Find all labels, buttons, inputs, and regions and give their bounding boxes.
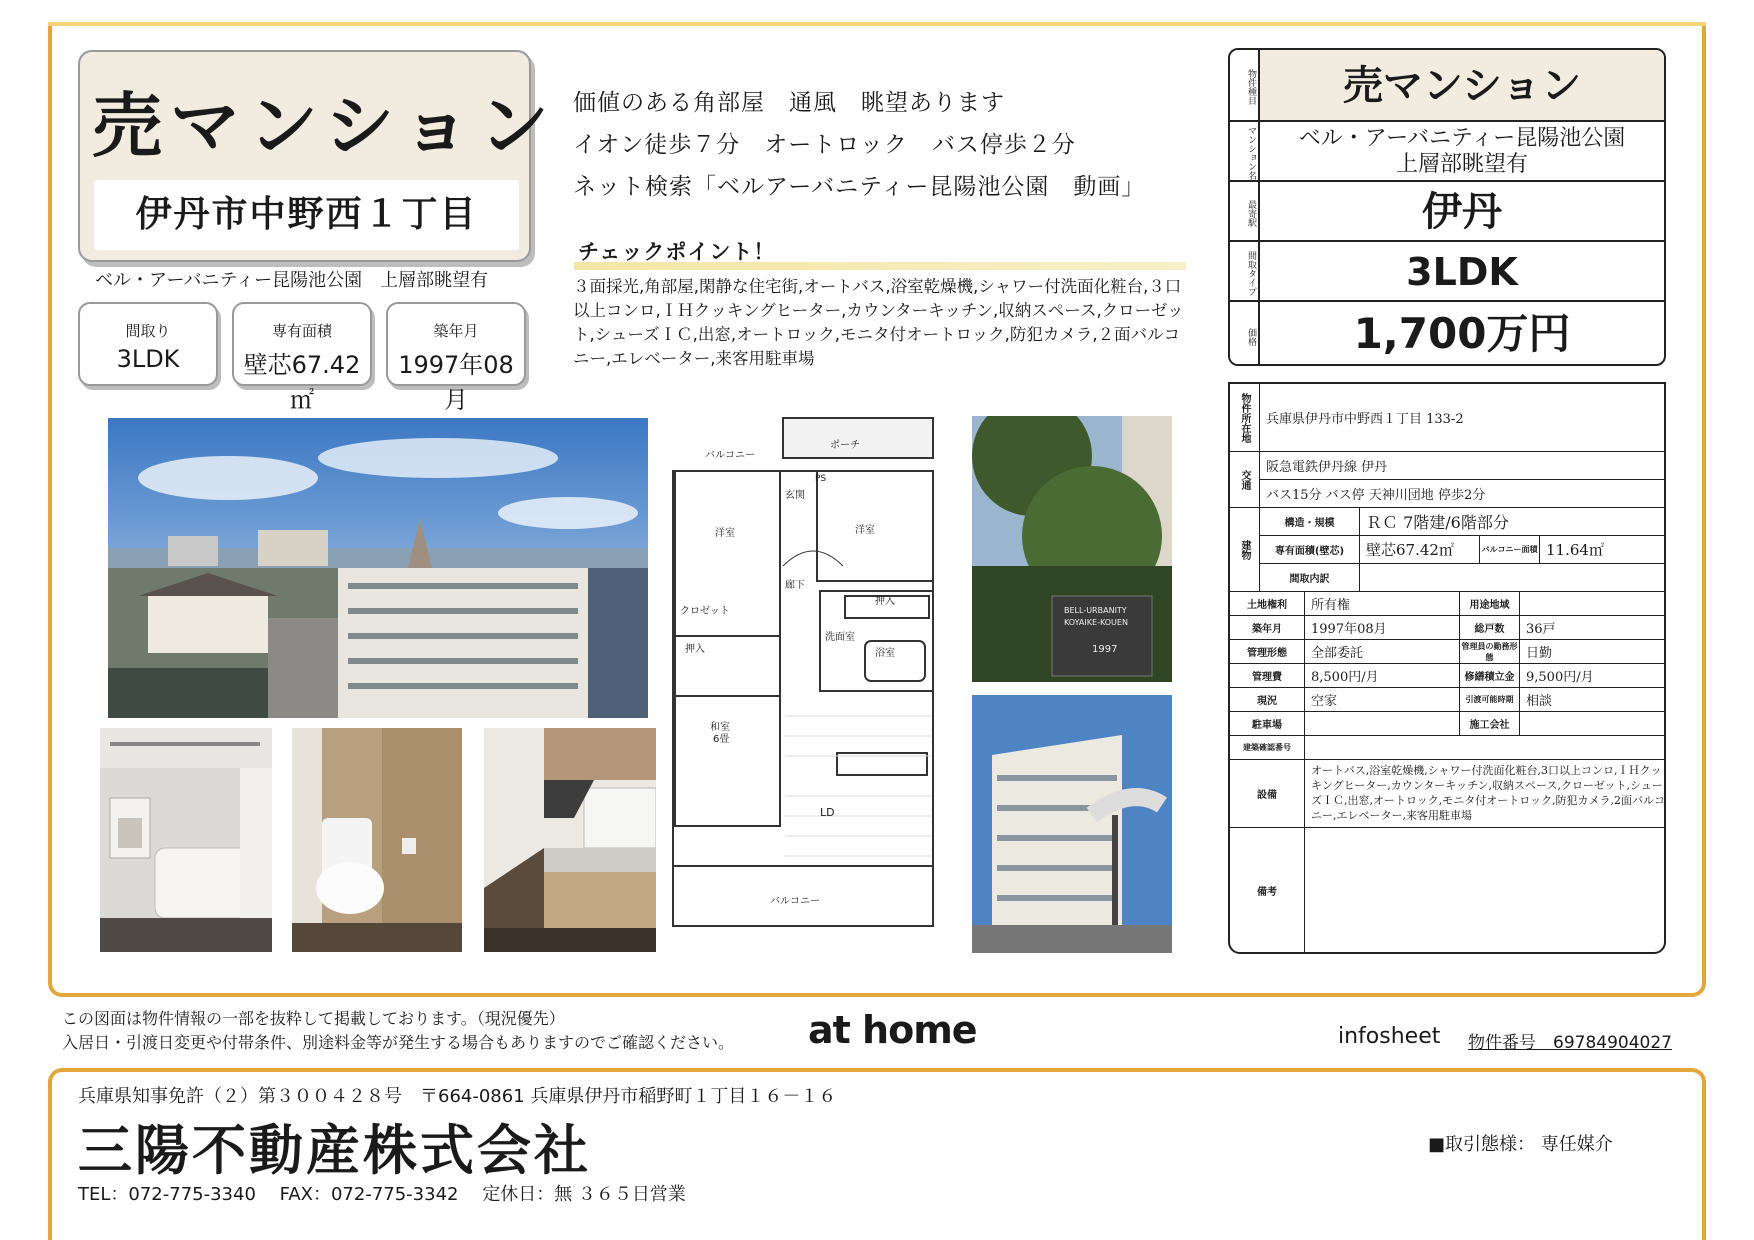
summary-table xyxy=(1228,48,1666,366)
detail-status: 空家 xyxy=(1305,688,1460,712)
detail-label-manager: 管理員の勤務形態 xyxy=(1460,640,1520,664)
summary-name-line-2: 上層部眺望有 xyxy=(1395,152,1528,177)
detail-label-structure: 構造・規模 xyxy=(1260,508,1360,536)
detail-area: 壁芯67.42㎡ xyxy=(1360,536,1480,564)
plan-label-bath: 浴室 xyxy=(875,648,895,659)
detail-label-management: 管理形態 xyxy=(1230,640,1305,664)
entrance-sign-photo xyxy=(972,416,1172,682)
plan-label-western-2: 洋室 xyxy=(855,525,875,536)
detail-label-confirm: 建築確認番号 xyxy=(1230,736,1305,760)
summary-row-station xyxy=(1230,182,1664,242)
detail-label-handover: 引渡可能時期 xyxy=(1460,688,1520,712)
summary-type: 売マンション xyxy=(1260,50,1664,120)
detail-handover: 相談 xyxy=(1520,688,1666,712)
detail-repair: 9,500円/月 xyxy=(1520,664,1666,688)
detail-land-right: 所有権 xyxy=(1305,592,1460,616)
detail-location: 兵庫県伊丹市中野西１丁目 133-2 xyxy=(1260,384,1666,452)
spec-layout xyxy=(78,302,218,386)
detail-label-zoning: 用途地域 xyxy=(1460,592,1520,616)
plan-label-entrance: 玄関 xyxy=(785,490,805,501)
plan-label-balcony-bottom: バルコニー xyxy=(770,896,820,907)
detail-confirm xyxy=(1305,736,1666,760)
plan-label-oshiire-1: 押入 xyxy=(685,644,705,655)
sign-year: 1997 xyxy=(1092,644,1118,655)
detail-label-location: 物件所在地 xyxy=(1230,384,1260,452)
plan-label-hall: 廊下 xyxy=(785,580,805,591)
detail-label-balcony: バルコニー面積 xyxy=(1480,536,1540,564)
plan-label-balcony-top: バルコニー xyxy=(705,450,755,461)
summary-row-name xyxy=(1230,122,1664,182)
checkpoint-features: ３面採光,角部屋,閑静な住宅街,オートバス,浴室乾燥機,シャワー付洗面化粧台,３口以上コンロ,ＩＨクッキングヒーター,カウンターキッチン,収納スペース,クローゼット,シューズＩＣ,出窓,オートロック,モニタ付オートロック,防犯カメラ,２面バルコニー,エレベーター,来客用駐車場 xyxy=(573,277,1184,368)
view-photo xyxy=(108,418,648,718)
detail-units: 36戸 xyxy=(1520,616,1666,640)
detail-label-layout-detail: 間取内訳 xyxy=(1260,564,1360,592)
summary-label: 物件種目 xyxy=(1230,50,1260,120)
address-banner: 伊丹市中野西１丁目 xyxy=(94,180,519,250)
plan-label-ps: PS xyxy=(815,474,827,484)
spec-value: 1997年08月 xyxy=(398,351,514,414)
plan-label-porch: ポーチ xyxy=(830,440,860,451)
detail-builder xyxy=(1520,712,1666,736)
summary-price: 1,700万円 xyxy=(1353,309,1571,358)
detail-label-units: 総戸数 xyxy=(1460,616,1520,640)
detail-management: 全部委託 xyxy=(1305,640,1460,664)
detail-label-repair: 修繕積立金 xyxy=(1460,664,1520,688)
detail-zoning xyxy=(1520,592,1666,616)
summary-label: マンション名 xyxy=(1230,122,1260,180)
plan-label-washitsu: 和室 xyxy=(710,722,730,733)
detail-balcony: 11.64㎡ xyxy=(1540,536,1666,564)
floor-plan xyxy=(665,416,955,936)
detail-bus: バス15分 バス停 天神川団地 停歩2分 xyxy=(1260,480,1666,508)
sign-line-1: BELL-URBANITY xyxy=(1064,606,1127,615)
catch-line-3: ネット検索「ベルアーバニティー昆陽池公園 動画」 xyxy=(573,174,1146,200)
transaction-type: ■取引態様： 専任媒介 xyxy=(1428,1134,1613,1155)
detail-remarks xyxy=(1305,828,1666,952)
plan-label-washitsu-size: 6畳 xyxy=(713,734,730,745)
detail-label-area: 専有面積(壁芯) xyxy=(1260,536,1360,564)
detail-label-parking: 駐車場 xyxy=(1230,712,1305,736)
summary-name-line-1: ベル・アーバニティー昆陽池公園 xyxy=(1298,126,1626,151)
detail-fee: 8,500円/月 xyxy=(1305,664,1460,688)
toilet-photo xyxy=(292,728,462,952)
spec-label: 専有面積 xyxy=(271,322,332,340)
detail-label-status: 現況 xyxy=(1230,688,1305,712)
bathroom-photo xyxy=(100,728,272,952)
plan-label-oshiire-2: 押入 xyxy=(875,596,895,607)
company-license: 兵庫県知事免許（２）第３００４２８号 〒664-0861 兵庫県伊丹市稲野町１丁目１６－１６ xyxy=(78,1086,837,1107)
footer-note-2: 入居日・引渡日変更や付帯条件、別途料金等が発生する場合もありますのでご確認ください。 xyxy=(62,1033,735,1052)
summary-row-price xyxy=(1230,302,1664,366)
detail-label-remarks: 備考 xyxy=(1230,828,1305,952)
catch-line-1: 価値のある角部屋 通風 眺望あります xyxy=(573,90,1005,116)
detail-label-builder: 施工会社 xyxy=(1460,712,1520,736)
infosheet-label: infosheet xyxy=(1338,1024,1441,1049)
detail-built: 1997年08月 xyxy=(1305,616,1460,640)
detail-line: 阪急電鉄伊丹線 伊丹 xyxy=(1260,452,1666,480)
detail-label-building: 建物 xyxy=(1230,508,1260,592)
checkpoint-title: チェックポイント！ xyxy=(578,240,776,264)
detail-label-transport: 交通 xyxy=(1230,452,1260,508)
spec-label: 築年月 xyxy=(433,322,479,340)
exterior-photo xyxy=(972,695,1172,953)
summary-name xyxy=(1260,122,1664,180)
detail-layout-detail xyxy=(1360,564,1666,592)
detail-manager: 日勤 xyxy=(1520,640,1666,664)
summary-label: 間取タイプ xyxy=(1230,242,1260,300)
plan-label-western-1: 洋室 xyxy=(715,528,735,539)
athome-logo: at home xyxy=(808,1008,977,1052)
detail-parking xyxy=(1305,712,1460,736)
company-contact: TEL：072-775-3340 FAX：072-775-3342 定休日：無 ３６５日営業 xyxy=(78,1184,686,1205)
footer-note-1: この図面は物件情報の一部を抜粋して掲載しております。（現況優先） xyxy=(62,1009,565,1028)
summary-row-type xyxy=(1230,50,1664,122)
detail-structure: ＲＣ 7階建/6階部分 xyxy=(1360,508,1666,536)
plan-label-ld: LD xyxy=(820,806,835,819)
detail-label-land-right: 土地権利 xyxy=(1230,592,1305,616)
property-number: 物件番号 69784904027 xyxy=(1468,1033,1672,1053)
property-subname: ベル・アーバニティー昆陽池公園 上層部眺望有 xyxy=(95,270,489,291)
plan-label-washroom: 洗面室 xyxy=(825,632,855,643)
detail-label-fee: 管理費 xyxy=(1230,664,1305,688)
summary-layout: 3LDK xyxy=(1406,250,1518,294)
spec-label: 間取り xyxy=(125,322,171,340)
spec-area xyxy=(232,302,372,414)
plan-label-closet: クロゼット xyxy=(680,606,730,617)
kitchen-photo xyxy=(484,728,656,952)
spec-value: 壁芯67.42㎡ xyxy=(243,351,361,414)
sign-line-2: KOYAIKE-KOUEN xyxy=(1064,618,1128,627)
spec-built xyxy=(386,302,526,414)
summary-station: 伊丹 xyxy=(1422,189,1502,235)
summary-label: 最寄駅 xyxy=(1230,182,1260,240)
detail-label-built: 築年月 xyxy=(1230,616,1305,640)
page-title: 売マンション xyxy=(92,85,557,167)
catch-line-2: イオン徒歩７分 オートロック バス停歩２分 xyxy=(573,132,1076,158)
summary-label: 価格 xyxy=(1230,302,1260,366)
spec-value: 3LDK xyxy=(116,345,180,373)
detail-equipment: オートバス,浴室乾燥機,シャワー付洗面化粧台,3口以上コンロ,ＩＨクッキングヒーター,カウンターキッチン,収納スペース,クローゼット,シューズＩＣ,出窓,オートロック,モニタ付オートロック,防犯カメラ,2面バルコニー,エレベーター,来客用駐車場 xyxy=(1305,760,1666,828)
detail-label-equipment: 設備 xyxy=(1230,760,1305,828)
summary-row-layout xyxy=(1230,242,1664,302)
detail-table xyxy=(1228,382,1666,954)
company-name: 三陽不動産株式会社 xyxy=(78,1118,591,1182)
